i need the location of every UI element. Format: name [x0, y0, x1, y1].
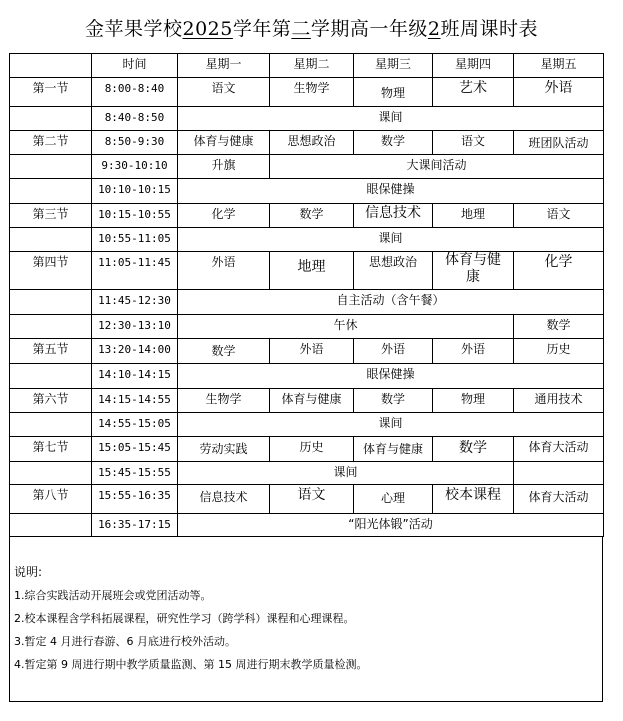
period-label: 第一节 — [10, 78, 92, 107]
class-cell: 物理 — [433, 389, 514, 413]
class-cell: 思想政治 — [354, 252, 433, 290]
class-cell: 语文 — [270, 485, 354, 514]
break-cell: 课间 — [178, 462, 514, 485]
table-row — [10, 228, 604, 252]
time-slot: 10:15-10:55 — [92, 204, 178, 228]
time-slot: 11:45-12:30 — [92, 290, 178, 315]
class-cell: 体育大活动 — [514, 485, 604, 514]
empty-cell — [514, 462, 604, 485]
time-slot: 14:15-14:55 — [92, 389, 178, 413]
table-row — [10, 485, 604, 514]
title-year: 2025 — [182, 18, 233, 40]
class-cell: 信息技术 — [178, 485, 270, 514]
table-row — [10, 155, 604, 179]
header-time: 时间 — [92, 54, 178, 78]
class-cell: 外语 — [433, 339, 514, 364]
table-row — [10, 107, 604, 131]
class-cell: 地理 — [433, 204, 514, 228]
class-cell: 体育大活动 — [514, 437, 604, 462]
class-cell: 体育与健康 — [178, 131, 270, 155]
period-label: 第四节 — [10, 252, 92, 290]
class-cell: 化学 — [514, 252, 604, 290]
break-cell: 课间 — [178, 413, 604, 437]
note-item: 3.暂定 4 月进行春游、6 月底进行校外活动。 — [14, 635, 236, 648]
period-label — [10, 364, 92, 389]
class-cell: 数学 — [270, 204, 354, 228]
period-label — [10, 514, 92, 537]
table-row — [10, 252, 604, 290]
header-day: 星期二 — [270, 54, 354, 78]
class-cell: 生物学 — [178, 389, 270, 413]
table-row — [10, 290, 604, 315]
time-slot: 8:00-8:40 — [92, 78, 178, 107]
class-cell: 数学 — [354, 131, 433, 155]
time-slot: 12:30-13:10 — [92, 315, 178, 339]
period-label — [10, 228, 92, 252]
class-cell: 生物学 — [270, 78, 354, 107]
table-row — [10, 389, 604, 413]
period-label: 第五节 — [10, 339, 92, 364]
table-row — [10, 514, 604, 537]
class-cell: 校本课程 — [433, 485, 514, 514]
page-title — [0, 14, 623, 41]
table-row — [10, 462, 604, 485]
break-cell: 午休 — [178, 315, 514, 339]
time-slot: 9:30-10:10 — [92, 155, 178, 179]
class-cell: 物理 — [354, 78, 433, 107]
time-slot: 15:45-15:55 — [92, 462, 178, 485]
header-day: 星期一 — [178, 54, 270, 78]
break-cell: 课间 — [178, 107, 604, 131]
time-slot: 15:55-16:35 — [92, 485, 178, 514]
period-label — [10, 179, 92, 204]
class-cell: 地理 — [270, 252, 354, 290]
header-row — [10, 54, 604, 78]
time-slot: 10:55-11:05 — [92, 228, 178, 252]
title-school: 金苹果学校 — [84, 18, 183, 40]
period-label — [10, 155, 92, 179]
break-cell: 自主活动（含午餐） — [178, 290, 604, 315]
title-text: 学年第 — [232, 18, 292, 40]
class-cell: 心理 — [354, 485, 433, 514]
class-cell: 数学 — [178, 339, 270, 364]
period-label: 第三节 — [10, 204, 92, 228]
note-item: 2.校本课程含学科拓展课程，研究性学习（跨学科）课程和心理课程。 — [14, 612, 355, 625]
class-cell: 化学 — [178, 204, 270, 228]
class-cell: 外语 — [270, 339, 354, 364]
class-cell: 语文 — [433, 131, 514, 155]
time-slot: 8:40-8:50 — [92, 107, 178, 131]
period-label — [10, 413, 92, 437]
time-slot: 14:55-15:05 — [92, 413, 178, 437]
class-cell: 劳动实践 — [178, 437, 270, 462]
table-row — [10, 315, 604, 339]
title-class-number: 2 — [427, 18, 441, 40]
class-cell: 体育与健康 — [433, 252, 514, 290]
period-label: 第二节 — [10, 131, 92, 155]
class-cell: 数学 — [514, 315, 604, 339]
title-text: 学期高一年级 — [310, 18, 428, 40]
table-row — [10, 78, 604, 107]
timetable — [9, 53, 604, 537]
period-label: 第六节 — [10, 389, 92, 413]
class-cell: 班团队活动 — [514, 131, 604, 155]
header-period — [10, 54, 92, 78]
class-cell: 信息技术 — [354, 204, 433, 228]
break-cell: “阳光体锻”活动 — [178, 514, 604, 537]
time-slot: 15:05-15:45 — [92, 437, 178, 462]
class-cell: 外语 — [514, 78, 604, 107]
break-cell: 眼保健操 — [178, 364, 604, 389]
header-day: 星期五 — [514, 54, 604, 78]
time-slot: 13:20-14:00 — [92, 339, 178, 364]
table-row — [10, 204, 604, 228]
class-cell: 通用技术 — [514, 389, 604, 413]
header-day: 星期三 — [354, 54, 433, 78]
period-label — [10, 290, 92, 315]
activity-cell: 升旗 — [178, 155, 270, 179]
class-cell: 体育与健康 — [270, 389, 354, 413]
break-cell: 眼保健操 — [178, 179, 604, 204]
table-row — [10, 437, 604, 462]
class-cell: 体育与健康 — [354, 437, 433, 462]
title-term: 二 — [291, 18, 311, 40]
table-row — [10, 413, 604, 437]
class-cell: 语文 — [514, 204, 604, 228]
notes-section — [9, 537, 603, 702]
period-label — [10, 462, 92, 485]
time-slot: 16:35-17:15 — [92, 514, 178, 537]
time-slot: 10:10-10:15 — [92, 179, 178, 204]
note-item: 1.综合实践活动开展班会或党团活动等。 — [14, 589, 212, 602]
table-row — [10, 364, 604, 389]
time-slot: 11:05-11:45 — [92, 252, 178, 290]
class-cell: 数学 — [433, 437, 514, 462]
break-cell: 课间 — [178, 228, 604, 252]
class-cell: 数学 — [354, 389, 433, 413]
time-slot: 14:10-14:15 — [92, 364, 178, 389]
class-cell: 语文 — [178, 78, 270, 107]
class-cell: 思想政治 — [270, 131, 354, 155]
class-cell: 艺术 — [433, 78, 514, 107]
header-day: 星期四 — [433, 54, 514, 78]
table-row — [10, 179, 604, 204]
class-cell: 历史 — [514, 339, 604, 364]
table-row — [10, 131, 604, 155]
note-item: 4.暂定第 9 周进行期中教学质量监测、第 15 周进行期末教学质量检测。 — [14, 658, 368, 671]
period-label: 第八节 — [10, 485, 92, 514]
class-cell: 外语 — [178, 252, 270, 290]
table-row — [10, 339, 604, 364]
period-label — [10, 107, 92, 131]
title-text: 班周课时表 — [440, 18, 539, 40]
period-label — [10, 315, 92, 339]
notes-heading: 说明: — [14, 565, 43, 579]
class-cell: 历史 — [270, 437, 354, 462]
break-cell: 大课间活动 — [270, 155, 604, 179]
time-slot: 8:50-9:30 — [92, 131, 178, 155]
period-label: 第七节 — [10, 437, 92, 462]
class-cell: 外语 — [354, 339, 433, 364]
